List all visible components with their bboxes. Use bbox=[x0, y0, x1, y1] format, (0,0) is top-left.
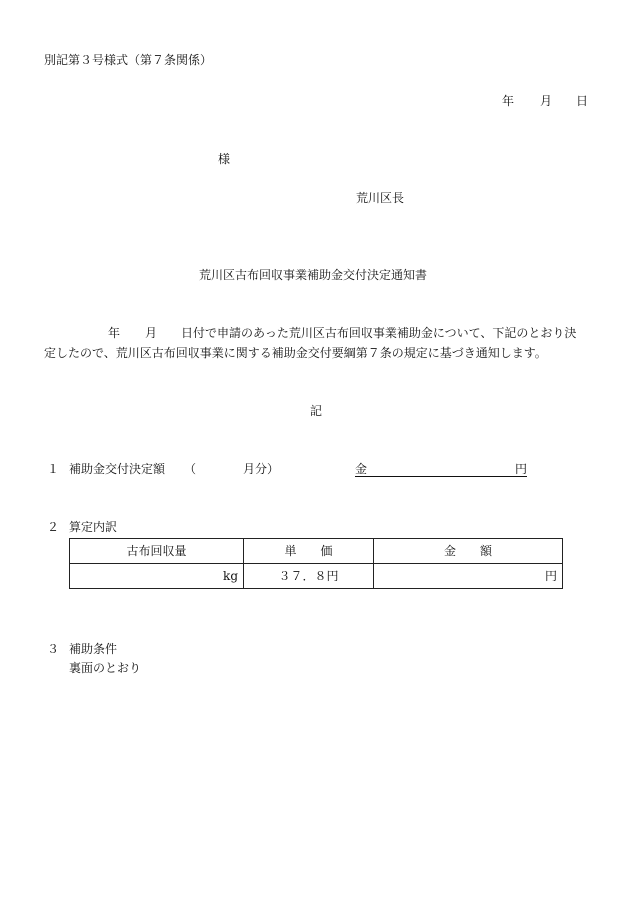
document-title: 荒川区古布回収事業補助金交付決定通知書 bbox=[199, 268, 428, 282]
header-quantity: 古布回収量 bbox=[70, 539, 244, 564]
calculation-table bbox=[69, 538, 563, 589]
table-row bbox=[70, 564, 563, 589]
item1-month-part: 月分） bbox=[243, 462, 280, 476]
table-header-row bbox=[70, 539, 563, 564]
item3-content: 裏面のとおり bbox=[69, 661, 142, 675]
date-year: 年 bbox=[502, 94, 515, 108]
item1-kin: 金 bbox=[355, 462, 368, 476]
issuer: 荒川区長 bbox=[356, 191, 405, 205]
body-line1: 日付で申請のあった荒川区古布回収事業補助金について、下記のとおり決 bbox=[181, 326, 577, 340]
amount-line bbox=[355, 462, 527, 477]
item3-label: 補助条件 bbox=[69, 642, 118, 656]
item2-label: 算定内訳 bbox=[69, 520, 118, 534]
cell-quantity bbox=[70, 564, 244, 589]
header-unit-price: 単 価 bbox=[244, 539, 374, 564]
form-label: 別記第３号様式（第７条関係） bbox=[44, 53, 213, 67]
body-prefix-month: 月 bbox=[145, 326, 158, 340]
cell-unit-price: ３７．８円 bbox=[244, 564, 374, 589]
item1-label: 補助金交付決定額 bbox=[69, 462, 166, 476]
quantity-unit: kg bbox=[223, 569, 238, 583]
cell-amount bbox=[374, 564, 563, 589]
body-prefix-year: 年 bbox=[108, 326, 121, 340]
item2-number: ２ bbox=[47, 520, 60, 534]
addressee-suffix: 様 bbox=[218, 152, 231, 166]
item1-number: １ bbox=[47, 462, 60, 476]
date-day: 日 bbox=[576, 94, 589, 108]
ki-marker: 記 bbox=[310, 404, 323, 418]
item1-yen: 円 bbox=[514, 462, 527, 476]
item3-number: ３ bbox=[47, 642, 60, 656]
header-amount: 金 額 bbox=[374, 539, 563, 564]
amount-unit: 円 bbox=[544, 569, 557, 583]
body-line2: 定したので、荒川区古布回収事業に関する補助金交付要綱第７条の規定に基づき通知します。 bbox=[44, 346, 547, 360]
item1-paren-open: （ bbox=[184, 462, 197, 476]
date-month: 月 bbox=[540, 94, 553, 108]
